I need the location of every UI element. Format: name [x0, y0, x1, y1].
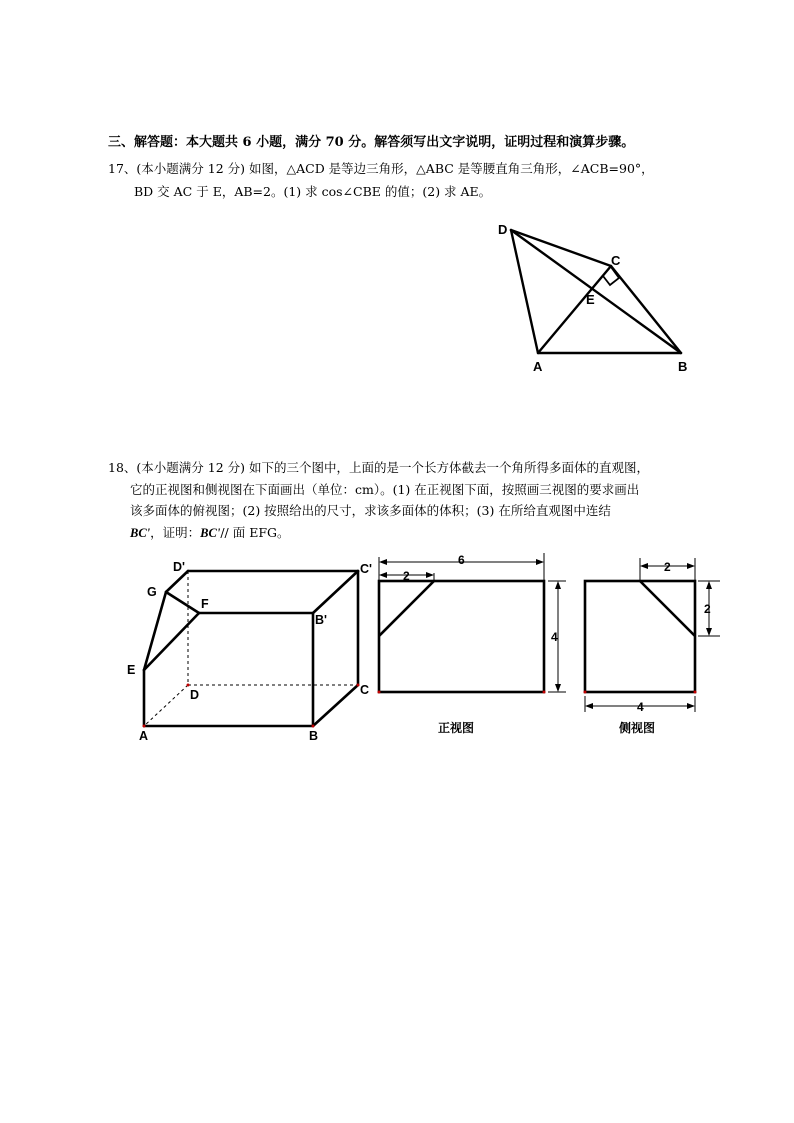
q17-text-line-1: 17、(本小题满分 12 分) 如图，△ACD 是等边三角形，△ABC 是等腰直角三角形，∠ACB=90°，	[108, 161, 654, 176]
side-cut-top-dim: 2	[664, 560, 671, 574]
q17-text-line-2: BD 交 AC 于 E，AB=2。(1) 求 cos∠CBE 的值；(2) 求 AE。	[134, 184, 492, 199]
label-B-solid: B	[309, 729, 319, 743]
label-E: E	[586, 292, 595, 307]
front-view-caption: 正视图	[438, 721, 475, 735]
corner-dot	[694, 691, 697, 694]
label-Dp: D'	[173, 560, 185, 574]
side-width-dim: 4	[637, 700, 644, 714]
label-B: B	[678, 359, 688, 374]
arrow-icon	[687, 563, 695, 569]
math-bc-prime-2: BC'	[200, 526, 221, 540]
arrow-icon	[687, 703, 695, 709]
label-Bp: B'	[315, 613, 327, 627]
label-C: C	[611, 253, 621, 268]
arrow-icon	[640, 563, 648, 569]
label-D-solid: D	[190, 688, 200, 702]
q18-text-line-2: 它的正视图和侧视图在下面画出（单位：cm）。(1) 在正视图下面，按照画三视图的要求画出	[130, 482, 640, 497]
label-F: F	[201, 597, 209, 611]
arrow-icon	[706, 628, 712, 636]
label-D: D	[498, 222, 508, 237]
side-view-cut-line	[640, 581, 695, 636]
section-heading: 三、解答题：本大题共 6 小题，满分 70 分。解答须写出文字说明，证明过程和演算步骤。	[108, 135, 635, 150]
label-A: A	[533, 359, 543, 374]
side-cut-side-dim: 2	[704, 602, 711, 616]
q18-text-line-3: 该多面体的俯视图；(2) 按照给出的尺寸，求该多面体的体积；(3) 在所给直观图中连结	[130, 503, 611, 518]
side-view-outline	[585, 581, 695, 692]
math-bc-prime-1: BC'	[130, 526, 151, 540]
label-A-solid: A	[139, 729, 149, 743]
corner-dot	[584, 691, 587, 694]
label-G: G	[147, 585, 157, 599]
front-height-dim: 4	[551, 630, 558, 644]
arrow-icon	[706, 581, 712, 589]
q18-text-line-4-end: // 面 EFG。	[220, 525, 290, 540]
label-E-solid: E	[127, 663, 136, 677]
front-width-dim: 6	[458, 553, 465, 567]
label-C-solid: C	[360, 683, 370, 697]
front-cut-dim: 2	[403, 569, 410, 583]
q18-text-line-1: 18、(本小题满分 12 分) 如下的三个图中，上面的是一个长方体截去一个角所得多面体的直观图，	[108, 460, 649, 475]
side-view-caption: 侧视图	[619, 721, 656, 735]
q18-text-line-4-mid: ，证明：	[150, 525, 201, 540]
label-Cp: C'	[360, 562, 372, 576]
arrow-icon	[585, 703, 593, 709]
